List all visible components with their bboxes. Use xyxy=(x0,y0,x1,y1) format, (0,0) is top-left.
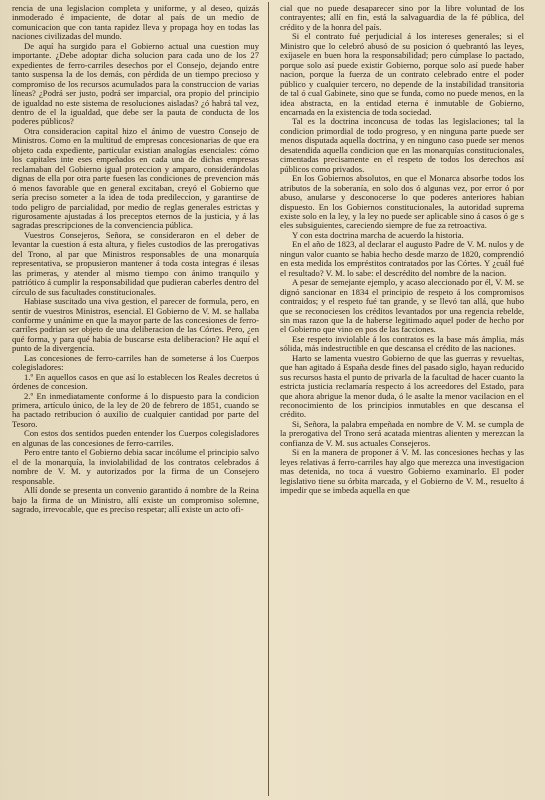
paragraph: Habiase suscitado una viva gestion, el parecer de formula, pero, en sentir de vuestros Ministros, esencial. El Gobierno de V. M. se hallaba conforme y unánime en que la mayor parte de las concesiones de ferro-carriles podrian ser objeto de una deliberacion de las Córtes. Pero, ¿en qué forma, y para qué habia de buscarse esta deliberacion? He aquí el punto de la divergencia. xyxy=(12,296,259,354)
paragraph: 2.º En inmediatamente conforme á lo dispuesto para la condicion primera, artículo único, de la ley de 20 de febrero de 1851, cuando se ha pactado retribucion ó auxilio de cualquier cantidad por parte del Tesoro. xyxy=(12,390,259,429)
paragraph: Vuestros Consejeros, Señora, se consideraron en el deber de levantar la cuestion á esta altura, y fieles custodios de las prerogativas del Trono, al par que Ministros responsables de una monarquía representativa, se propusieron mantener á toda costa integras é ilesas las primeras, y atender al mismo tiempo con ánimo tranquilo y patriótico á cumplir la responsabilidad que pudieran caberles dentro del círculo de sus facultades constitucionales. xyxy=(12,229,259,297)
paragraph: Si en la manera de proponer á V. M. las concesiones hechas y las leyes relativas á ferro-carriles hay algo que merezca una investigacion mas detenida, no toca á vuestro Gobierno examinarlo. El poder legislativo tiene su órbita marcada, y el Gobierno de V. M., resuelto á impedir que se imbeda aquella en que xyxy=(280,447,524,496)
paragraph: A pesar de semejante ejemplo, y acaso aleccionado por él, V. M. se dignó sancionar en 1834 el principio de respeto á los compromisos contraidos; y el respeto fué tan grande, y se llevó tan allá, que hubo que se reconociesen los créditos levantados por una regencia rebelde, sin mas razon que la de haberse legitimado aquel poder de hecho por el Gobierno que vino en pos de las facciones. xyxy=(280,277,524,335)
column-divider xyxy=(268,2,269,796)
paragraph: En los Gobiernos absolutos, en que el Monarca absorbe todos los atributos de la soberanía, en solo dos ó algunas vez, por error ó por abuso, anularse y desconocerse lo que poderes anteriores habian dispuesto. En los Gobiernos constitucionales, la autoridad suprema existe solo en la ley, y la ley no puede ser aplicable sino á casos ó ge s eles subsiguientes, careciendo siempre de fue za retroactiva. xyxy=(280,173,524,231)
paragraph: Y con esta doctrina marcha de acuerdo la historia. xyxy=(292,229,464,240)
paragraph: Con estos dos sentidos pueden entender los Cuerpos colegisladores en algunas de las concesiones de ferro-carriles. xyxy=(12,428,259,448)
paragraph: Si, Señora, la palabra empeñada en nombre de V. M. se cumpla de la prerogativa del Trono será acatada mientras alienten y merezcan la confianza de V. M. sus actuales Consejeros. xyxy=(280,418,524,448)
paragraph: De aquí ha surgido para el Gobierno actual una cuestion muy importante. ¿Debe adoptar dicha solucion para cada uno de los 27 expedientes de ferro-carriles desechos por el Consejo, dejando entre tanto suspensa la de los demás, con pérdida de un tiempo precioso y compromiso de los recursos acumulados para la construccion de varias líneas? ¿Podrá ser justo, podrá ser imparcial, ora propio del principio de igualdad no este sistema de resoluciones aisladas? ¿ó habrá tal vez, dentro de el la igualdad, que debe ser la pauta de conducta de los poderes públicos? xyxy=(12,40,259,127)
paragraph: Otra consideracion capital hizo el ánimo de vuestro Consejo de Ministros. Como en la multitud de empresas concesionarias de que era objeto cada expediente, particular existian analogías esenciales: cómo los capitales inte eses empeñados en cada una de dichas empresas reclamaban del Gobierno igual proteccion y amparo, considerándolas dignas de ella por otra parte fuesen las condiciones de prevencion más ó menos favorable que en general excitaban, creyó el Gobierno que sería preciso someter a la idea de toda predileccion, y garantirse de todo peligro de parcialidad, por medio de reglas generales estrictas y rigurosamente ajustadas á los preceptos eternos de la justicia, y á las sagradas prescripciones de la convenciencia pública. xyxy=(12,125,259,231)
paragraph: Ese respeto inviolable á los contratos es la base más ámplia, más sólida, más indestructible en que descansa el crédito de las naciones. xyxy=(280,333,524,354)
paragraph: En el año de 1823, al declarar el augusto Padre de V. M. nulos y de ningun valor cuanto se habia hecho desde marzo de 1820, comprendió en esta medida los empréstitos contratados por las Córtes. Y ¿cuál fué el resultado? V. M. lo sabe: el descrédito del nombre de la nacion. xyxy=(280,239,524,278)
paragraph: cial que no puede desaparecer sino por la libre voluntad de los contrayentes; allí en fin, está la salvaguardia de la fé pública, del crédito y de la honra del país. xyxy=(280,4,524,32)
left-text-column xyxy=(12,4,259,792)
paragraph: Si el contrato fué perjudicial á los intereses generales; si el Ministro que lo celebró abusó de su posicion ó quebrantó las leyes, exíjasele en buen hora la responsabilidad; pero cúmplase lo pactado, porque solo así puede existir Gobierno, porque solo así puede haber nacion, porque la fuerza de un contrato celebrado entre el poder público y cualquier tercero, no depende de la instabilidad transitoria de tal ó cual Gabinete, sino que se funda, como no puede menos, en la idea abstracta, en la entidad eterna é inmutable de Gobierno, encarnada en la existencia de toda sociedad. xyxy=(280,31,524,117)
paragraph: rencia de una legislacion completa y uniforme, y al deseo, quizás inmoderado é impaciente, de dotar al país de un medio de comunicacion que con tanta rapidez lleva y propaga hoy en todas las naciones civilizadas del mundo. xyxy=(12,4,259,42)
paragraph: Pero entre tanto el Gobierno debia sacar incólume el principio salvo el de la monarquía, la inviolabilidad de los contratos celebrados á nombre de V. M. y autorizados por la firma de un Consejero responsable. xyxy=(12,447,259,486)
paragraph: Tal es la doctrina inconcusa de todas las legislaciones; tal la condicion primordial de todo progreso, y en ninguna parte puede ser menos disputada aquella doctrina, y en ninguno caso puede ser menos desatendida aquella condicion que en las monarquías constitucionales, cimentadas precisamente en el respeto de todos los derechos así públicos como privados. xyxy=(280,116,524,174)
right-text-column xyxy=(280,4,524,792)
paragraph: 1.º En aquellos casos en que así lo establecen los Reales decretos ú órdenes de concesion. xyxy=(12,371,259,392)
paragraph: Allí donde se presenta un convenio garantido á nombre de la Reina bajo la firma de un Ministro, allí existe un compromiso solemne, sagrado, irrevocable, que es preciso respetar; allí existe un acto ofi- xyxy=(12,485,259,515)
paragraph: Harto se lamenta vuestro Gobierno de que las guerras y revueltas, que han agitado á España desde fines del pasado siglo, hayan reducido sus recursos hasta el punto de privarla de la facultad de hacer cuanto la estricta justicia reclamaría respecto á los acreedores del Estado, para que ahora abrigue la menor duda, ó le asalte la menor vacilacion en el reconocimiento de los principios inmutables en que descansa el crédito. xyxy=(280,352,524,420)
paragraph: Las concesiones de ferro-carriles han de someterse á los Cuerpos colegisladores: xyxy=(12,352,259,373)
